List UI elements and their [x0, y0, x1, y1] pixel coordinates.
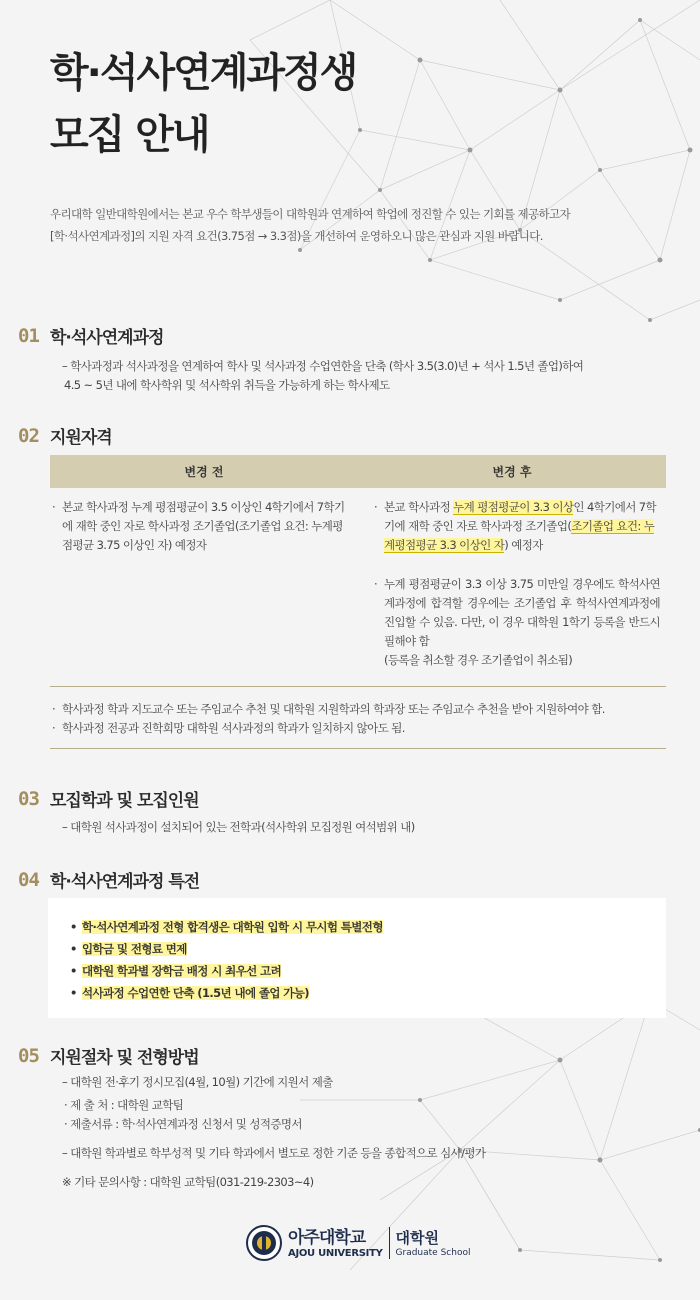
after-text: ) 예정자: [504, 538, 543, 552]
intro-line1: 우리대학 일반대학원에서는 본교 우수 학부생들이 대학원과 연계하여 학업에 정진할 수 있는 기회를 제공하고자: [50, 207, 571, 221]
section-number: 01: [18, 324, 39, 347]
note-item: · 학사과정 학과 지도교수 또는 주임교수 추천 및 대학원 지원학과의 학과장 또는 주임교수 추천을 받아 지원하여야 함.: [50, 700, 666, 719]
benefit-text: 석사과정 수업연한 단축 (1.5년 내에 졸업 가능): [82, 986, 309, 1000]
divider: [50, 686, 666, 687]
benefits-box: [48, 898, 666, 1018]
benefit-text: 대학원 학과별 장학금 배정 시 최우선 고려: [82, 964, 282, 978]
section-01-line1: – 학사과정과 석사과정을 연계하여 학사 및 석사과정 수업연한을 단축 (학사 3.5(3.0)년 + 석사 1.5년 졸업)하여: [62, 359, 584, 373]
section-number: 04: [18, 868, 39, 891]
benefit-text: 학·석사연계과정 전형 합격생은 대학원 입학 시 무시험 특별전형: [82, 920, 383, 934]
intro-text: [50, 203, 670, 247]
logo-divider: [389, 1227, 390, 1259]
section-number: 05: [18, 1044, 39, 1067]
logo-kor: 아주대학교: [288, 1227, 366, 1248]
section-01-body: [62, 357, 672, 395]
eligibility-table: [50, 455, 666, 488]
note-item: · 학사과정 전공과 진학희망 대학원 석사과정의 학과가 일치하지 않아도 됨.: [50, 719, 666, 738]
benefit-item: [70, 960, 666, 982]
section-number: 02: [18, 424, 39, 447]
table-header-row: [50, 455, 666, 488]
section-03-body: – 대학원 석사과정이 설치되어 있는 전학과(석사학위 모집정원 여석범위 내): [62, 820, 415, 834]
after-item-1: [372, 498, 660, 555]
procedure-sub1: · 제 출 처 : 대학원 교학팀: [64, 1098, 184, 1112]
benefit-text: 입학금 및 전형료 면제: [82, 942, 187, 956]
section-title: 학·석사연계과정: [50, 328, 164, 348]
table-header-after: 변경 후: [492, 465, 532, 479]
after-text: 인 4학기에서 7학기에 재학 중인 자로 학사과정 조기졸업(: [384, 500, 657, 533]
section-title: 모집학과 및 모집인원: [50, 791, 199, 811]
table-cell-after: [372, 498, 660, 670]
after-item-2: [372, 575, 660, 670]
page-title-line1: 학·석사연계과정생: [50, 50, 357, 96]
after-highlight-2: 조기졸업 요건: 누계평점평균 3.3 이상인 자: [384, 519, 655, 552]
benefit-item: [70, 982, 666, 1004]
after-highlight-1: 누계 평점평균이 3.3 이상: [453, 500, 574, 514]
before-item: · 본교 학사과정 누계 평점평균이 3.5 이상인 4학기에서 7학기에 재학 중인 자로 학사과정 조기졸업(조기졸업 요건: 누계평점평균 3.75 이상인 자) 예정자: [50, 498, 350, 555]
page-title-line2: 모집 안내: [50, 112, 209, 158]
intro-line2: [학·석사연계과정]의 지원 자격 요건(3.75점 → 3.3점)을 개선하여 운영하오니 많은 관심과 지원 바랍니다.: [50, 229, 543, 243]
logo-university-name: [288, 1228, 383, 1259]
section-title: 지원자격: [50, 428, 112, 448]
table-cell-before: [50, 498, 350, 555]
logo-grad-kor: 대학원: [395, 1229, 440, 1247]
procedure-line2: – 대학원 학과별로 학부성적 및 기타 학과에서 별도로 정한 기준 등을 종합적으로 심사/평가: [62, 1146, 486, 1160]
benefits-list: [48, 898, 666, 1004]
benefit-item: [70, 916, 666, 938]
logo-eng: AJOU UNIVERSITY: [288, 1247, 383, 1259]
after-item-2-note: (등록을 취소할 경우 조기졸업이 취소됨): [384, 653, 573, 667]
section-04-header: [18, 867, 199, 892]
benefit-item: [70, 938, 666, 960]
table-header-before: 변경 전: [184, 465, 224, 479]
after-item-2-text: 누계 평점평균이 3.3 이상 3.75 미만일 경우에도 학석사연계과정에 합격할 경우에는 조기졸업 후 학석사연계과정에 진입할 수 있음. 다만, 이 경우 대학원 1학기 등록을 반드시 필해야 함: [384, 577, 660, 648]
after-text: 본교 학사과정: [384, 500, 454, 514]
section-number: 03: [18, 787, 39, 810]
eligibility-notes: [50, 700, 666, 738]
section-03-header: [18, 786, 199, 811]
divider: [50, 748, 666, 749]
logo-graduate-school: [396, 1228, 471, 1258]
university-emblem-icon: [246, 1225, 282, 1261]
section-01-header: [18, 323, 163, 348]
section-title: 학·석사연계과정 특전: [50, 872, 200, 892]
procedure-sub2: · 제출서류 : 학·석사연계과정 신청서 및 성적증명서: [64, 1117, 302, 1131]
ajou-university-logo: [246, 1225, 470, 1261]
section-02-header: [18, 423, 112, 448]
section-05-header: [18, 1043, 199, 1068]
procedure-line1: – 대학원 전·후기 정시모집(4월, 10월) 기간에 지원서 제출: [62, 1075, 333, 1089]
contact-info: ※ 기타 문의사항 : 대학원 교학팀(031-219-2303~4): [62, 1175, 314, 1189]
section-01-line2: 4.5 ~ 5년 내에 학사학위 및 석사학위 취득을 가능하게 하는 학사제도: [64, 378, 390, 392]
section-05-body: [62, 1073, 662, 1192]
section-title: 지원절차 및 전형방법: [50, 1048, 199, 1068]
logo-grad-eng: Graduate School: [395, 1248, 471, 1258]
page-title: [50, 42, 356, 166]
